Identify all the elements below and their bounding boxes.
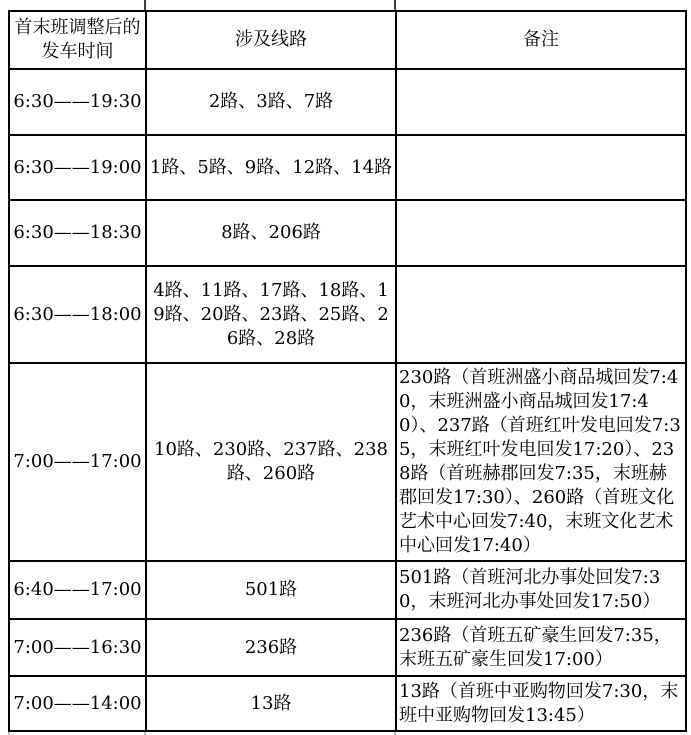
remark-cell <box>396 135 686 200</box>
routes-cell: 2路、3路、7路 <box>146 69 396 135</box>
remark-cell: 230路（首班洲盛小商品城回发7:40，末班洲盛小商品城回发17:40）、237路（首班红叶发电回发7:35，末班红叶发电回发17:20）、238路（首班赫郡回发7:35，末班赫郡回发17:30）、260路（首班文化艺术中心回发7:40，末班文化艺术中心回发17:40） <box>396 363 686 561</box>
routes-cell: 10路、230路、237路、238路、260路 <box>146 363 396 561</box>
remark-cell <box>396 266 686 363</box>
header-remark: 备注 <box>396 11 686 69</box>
schedule-table <box>8 10 687 732</box>
routes-cell: 1路、5路、9路、12路、14路 <box>146 135 396 200</box>
time-cell: 6:30——19:00 <box>9 135 146 200</box>
table-row <box>9 676 686 731</box>
table-row <box>9 135 686 200</box>
time-cell: 6:40——17:00 <box>9 561 146 619</box>
routes-cell: 501路 <box>146 561 396 619</box>
routes-cell: 4路、11路、17路、18路、19路、20路、23路、25路、26路、28路 <box>146 266 396 363</box>
table-row <box>9 619 686 676</box>
remark-cell <box>396 69 686 135</box>
table-row <box>9 200 686 266</box>
table-row <box>9 266 686 363</box>
time-cell: 6:30——19:30 <box>9 69 146 135</box>
table-row <box>9 561 686 619</box>
header-time: 首末班调整后的发车时间 <box>9 11 146 69</box>
routes-cell: 236路 <box>146 619 396 676</box>
routes-cell: 8路、206路 <box>146 200 396 266</box>
table-header-row <box>9 11 686 69</box>
header-routes: 涉及线路 <box>146 11 396 69</box>
remark-cell: 236路（首班五矿豪生回发7:35，末班五矿豪生回发17:00） <box>396 619 686 676</box>
cropped-gridline-stub-top-col1 <box>144 0 146 10</box>
routes-cell: 13路 <box>146 676 396 731</box>
remark-cell: 501路（首班河北办事处回发7:30，末班河北办事处回发17:50） <box>396 561 686 619</box>
remark-cell <box>396 200 686 266</box>
time-cell: 7:00——16:30 <box>9 619 146 676</box>
table-row <box>9 363 686 561</box>
time-cell: 7:00——14:00 <box>9 676 146 731</box>
time-cell: 6:30——18:30 <box>9 200 146 266</box>
time-cell: 6:30——18:00 <box>9 266 146 363</box>
remark-cell: 13路（首班中亚购物回发7:30，末班中亚购物回发13:45） <box>396 676 686 731</box>
time-cell: 7:00——17:00 <box>9 363 146 561</box>
table-row <box>9 69 686 135</box>
cropped-gridline-stub-top-col2 <box>394 0 396 10</box>
